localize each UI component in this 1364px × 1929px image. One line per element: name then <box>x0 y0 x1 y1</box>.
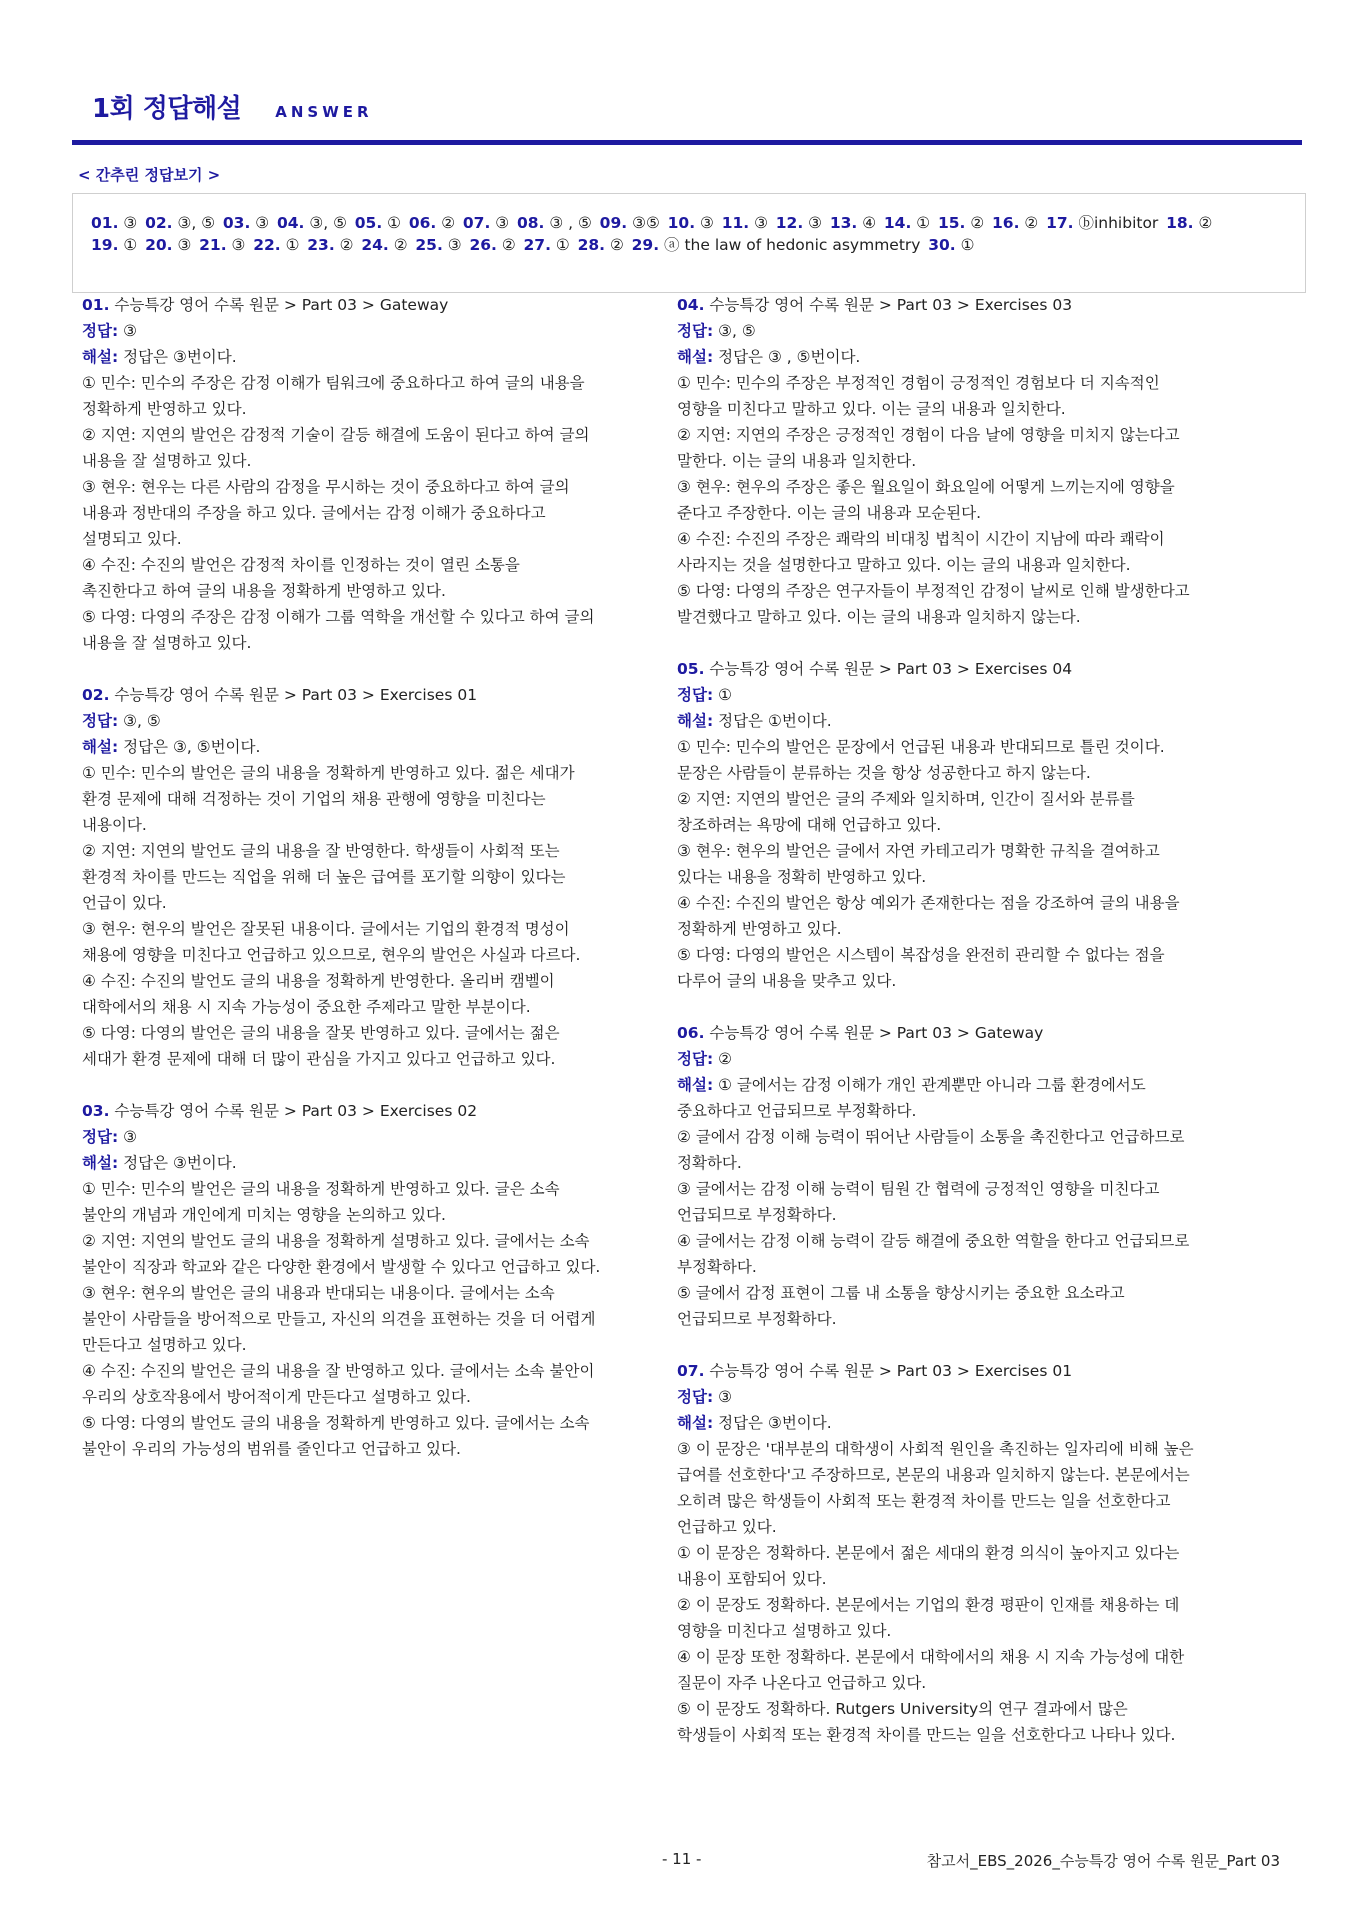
explanation-text: ④ 수진: 수진의 주장은 쾌락의 비대칭 법칙이 시간이 지남에 따라 쾌락이 <box>677 530 1165 548</box>
answer-label: 정답: <box>82 322 119 340</box>
quick-answer-value: ③ <box>231 236 246 254</box>
quick-answer-value: ③ <box>808 214 823 232</box>
explanation-text: 불안의 개념과 개인에게 미치는 영향을 논의하고 있다. <box>82 1206 446 1224</box>
answer-line <box>677 1384 1257 1410</box>
explanation-line <box>82 1202 662 1228</box>
answer-label: 정답: <box>677 1050 714 1068</box>
answer-label: 정답: <box>82 1128 119 1146</box>
explanation-line <box>677 370 1257 396</box>
header-rule <box>72 140 1302 145</box>
explanation-text: 정답은 ③, ⑤번이다. <box>123 738 261 756</box>
explanation-text: 영향을 미친다고 말하고 있다. 이는 글의 내용과 일치한다. <box>677 400 1066 418</box>
explanation-label: 해설: <box>677 348 714 366</box>
quick-answer-value: ② <box>609 236 624 254</box>
quick-answer-number: 10. <box>667 214 696 232</box>
quick-answer-value: ② <box>1024 214 1039 232</box>
explanation-text: ④ 수진: 수진의 발언도 글의 내용을 정확하게 반영한다. 올리버 캠벨이 <box>82 972 555 990</box>
explanation-line <box>677 500 1257 526</box>
answer-line <box>82 318 662 344</box>
explanation-text: ② 이 문장도 정확하다. 본문에서는 기업의 환경 평판이 인재를 채용하는 데 <box>677 1596 1180 1614</box>
explanation-line <box>82 1280 662 1306</box>
explanation-text: ⑤ 다영: 다영의 주장은 감정 이해가 그룹 역학을 개선할 수 있다고 하여 글의 <box>82 608 595 626</box>
explanation-line <box>82 942 662 968</box>
explanation-text: 언급하고 있다. <box>677 1518 777 1536</box>
answer-section <box>82 292 662 656</box>
explanation-label: 해설: <box>677 1414 714 1432</box>
explanation-text: 문장은 사람들이 분류하는 것을 항상 성공한다고 하지 않는다. <box>677 764 1091 782</box>
quick-answer-value: ② <box>339 236 354 254</box>
explanation-text: ⑤ 이 문장도 정확하다. Rutgers University의 연구 결과에서 많은 <box>677 1700 1128 1718</box>
explanation-line <box>82 578 662 604</box>
explanation-line <box>677 1306 1257 1332</box>
explanation-text: 급여를 선호한다'고 주장하므로, 본문의 내용과 일치하지 않는다. 본문에서는 <box>677 1466 1190 1484</box>
explanation-text: ④ 수진: 수진의 발언은 항상 예외가 존재한다는 점을 강조하여 글의 내용을 <box>677 894 1180 912</box>
explanation-line <box>677 1592 1257 1618</box>
answer-value: ③ <box>123 322 137 340</box>
explanation-line <box>677 1124 1257 1150</box>
explanation-line <box>82 838 662 864</box>
explanation-text: ② 지연: 지연의 주장은 긍정적인 경험이 다음 날에 영향을 미치지 않는다고 <box>677 426 1180 444</box>
explanation-text: 부정확하다. <box>677 1258 757 1276</box>
explanation-text: 내용을 잘 설명하고 있다. <box>82 452 252 470</box>
explanation-text: ④ 수진: 수진의 발언은 감정적 차이를 인정하는 것이 열린 소통을 <box>82 556 520 574</box>
quick-answer-number: 09. <box>599 214 628 232</box>
explanation-text: ② 지연: 지연의 발언도 글의 내용을 정확하게 설명하고 있다. 글에서는 소속 <box>82 1232 590 1250</box>
quick-answer-value: ⓑinhibitor <box>1078 214 1159 232</box>
quick-answer-number: 16. <box>992 214 1020 232</box>
answer-label: 정답: <box>677 322 714 340</box>
quick-answer-number: 18. <box>1166 214 1194 232</box>
explanation-line <box>677 604 1257 630</box>
explanation-line <box>82 916 662 942</box>
explanation-line <box>82 786 662 812</box>
quick-answer-box <box>72 193 1306 293</box>
quick-answer-value: ③ <box>255 214 270 232</box>
explanation-text: 있다는 내용을 정확히 반영하고 있다. <box>677 868 927 886</box>
explanation-line <box>677 1514 1257 1540</box>
quick-answer-value: ③ , ⑤ <box>549 214 592 232</box>
explanation-line <box>677 1722 1257 1748</box>
explanation-line <box>82 864 662 890</box>
explanation-line <box>677 1228 1257 1254</box>
explanation-label: 해설: <box>677 712 714 730</box>
explanation-line <box>677 942 1257 968</box>
explanation-text: 우리의 상호작용에서 방어적이게 만든다고 설명하고 있다. <box>82 1388 471 1406</box>
explanation-line <box>677 474 1257 500</box>
explanation-line <box>677 1670 1257 1696</box>
explanation-line <box>82 1176 662 1202</box>
explanation-text: ③ 현우: 현우의 주장은 좋은 월요일이 화요일에 어떻게 느끼는지에 영향을 <box>677 478 1175 496</box>
explanation-line <box>677 968 1257 994</box>
quick-answer-number: 23. <box>307 236 335 254</box>
explanation-text: 설명되고 있다. <box>82 530 182 548</box>
quick-answer-number: 12. <box>775 214 804 232</box>
explanation-text: 영향을 미친다고 설명하고 있다. <box>677 1622 892 1640</box>
page-subtitle: ANSWER <box>275 103 373 121</box>
section-source: 수능특강 영어 수록 원문 > Part 03 > Gateway <box>114 296 449 314</box>
section-source: 수능특강 영어 수록 원문 > Part 03 > Exercises 01 <box>709 1362 1073 1380</box>
explanation-text: 말한다. 이는 글의 내용과 일치한다. <box>677 452 917 470</box>
explanation-text: 불안이 사람들을 방어적으로 만들고, 자신의 의견을 표현하는 것을 더 어렵게 <box>82 1310 596 1328</box>
answer-value: ③ <box>123 1128 137 1146</box>
quick-answer-value: ② <box>1198 214 1213 232</box>
explanation-text: ① 글에서는 감정 이해가 개인 관계뿐만 아니라 그룹 환경에서도 <box>718 1076 1146 1094</box>
explanation-line <box>82 1306 662 1332</box>
answer-section <box>677 1020 1257 1332</box>
explanation-line <box>677 448 1257 474</box>
explanation-text: 학생들이 사회적 또는 환경적 차이를 만드는 일을 선호한다고 나타나 있다. <box>677 1726 1176 1744</box>
quick-answer-value: ③, ⑤ <box>177 214 216 232</box>
quick-answer-number: 08. <box>516 214 545 232</box>
quick-answer-number: 03. <box>222 214 251 232</box>
explanation-line <box>677 864 1257 890</box>
answer-value: ① <box>718 686 732 704</box>
section-number: 05. <box>677 660 705 678</box>
quick-answer-number: 17. <box>1046 214 1074 232</box>
explanation-line <box>677 1644 1257 1670</box>
explanation-text: ③ 현우: 현우의 발언은 잘못된 내용이다. 글에서는 기업의 환경적 명성이 <box>82 920 570 938</box>
answer-label: 정답: <box>677 686 714 704</box>
explanation-text: ④ 글에서는 감정 이해 능력이 갈등 해결에 중요한 역할을 한다고 언급되므로 <box>677 1232 1190 1250</box>
explanation-line <box>82 1436 662 1462</box>
explanation-text: ③ 현우: 현우의 발언은 글에서 자연 카테고리가 명확한 규칙을 결여하고 <box>677 842 1160 860</box>
answer-label: 정답: <box>82 712 119 730</box>
explanation-text: 내용이 포함되어 있다. <box>677 1570 827 1588</box>
quick-answer-number: 05. <box>354 214 383 232</box>
explanation-text: 언급되므로 부정확하다. <box>677 1206 837 1224</box>
explanation-text: ② 지연: 지연의 발언은 글의 주제와 일치하며, 인간이 질서와 분류를 <box>677 790 1135 808</box>
explanation-line <box>677 812 1257 838</box>
quick-answer-value: ③ <box>495 214 510 232</box>
explanation-line <box>677 552 1257 578</box>
explanation-text: ③ 글에서는 감정 이해 능력이 팀원 간 협력에 긍정적인 영향을 미친다고 <box>677 1180 1160 1198</box>
quick-answer-number: 26. <box>469 236 497 254</box>
section-heading <box>677 1358 1257 1384</box>
quick-answer-value: ① <box>960 236 975 254</box>
explanation-text: 대학에서의 채용 시 지속 가능성이 중요한 주제라고 말한 부분이다. <box>82 998 531 1016</box>
section-source: 수능특강 영어 수록 원문 > Part 03 > Exercises 04 <box>709 660 1073 678</box>
quick-answer-number: 21. <box>199 236 227 254</box>
explanation-line <box>82 344 662 370</box>
section-number: 03. <box>82 1102 110 1120</box>
explanation-text: ② 글에서 감정 이해 능력이 뛰어난 사람들이 소통을 촉진한다고 언급하므로 <box>677 1128 1185 1146</box>
quick-answer-value: ① <box>123 236 138 254</box>
explanation-text: 발견했다고 말하고 있다. 이는 글의 내용과 일치하지 않는다. <box>677 608 1081 626</box>
explanation-text: ② 지연: 지연의 발언은 감정적 기술이 갈등 해결에 도움이 된다고 하여 글의 <box>82 426 590 444</box>
explanation-line <box>82 604 662 630</box>
explanation-label: 해설: <box>677 1076 714 1094</box>
explanation-text: ③ 이 문장은 '대부분의 대학생이 사회적 원인을 촉진하는 일자리에 비해 높은 <box>677 1440 1194 1458</box>
quick-answer-value: ② <box>501 236 516 254</box>
quick-answer-value: ② <box>441 214 456 232</box>
explanation-text: 오히려 많은 학생들이 사회적 또는 환경적 차이를 만드는 일을 선호한다고 <box>677 1492 1171 1510</box>
explanation-line <box>82 1228 662 1254</box>
explanation-text: ① 이 문장은 정확하다. 본문에서 젊은 세대의 환경 의식이 높아지고 있다는 <box>677 1544 1180 1562</box>
explanation-line <box>677 1098 1257 1124</box>
explanation-text: ⑤ 글에서 감정 표현이 그룹 내 소통을 향상시키는 중요한 요소라고 <box>677 1284 1125 1302</box>
page-title: 1회 정답해설 <box>92 94 242 124</box>
explanation-line <box>677 396 1257 422</box>
explanation-text: 정답은 ①번이다. <box>718 712 832 730</box>
section-source: 수능특강 영어 수록 원문 > Part 03 > Exercises 01 <box>114 686 478 704</box>
quick-answer-value: ③ <box>447 236 462 254</box>
footer-reference: 참고서_EBS_2026_수능특강 영어 수록 원문_Part 03 <box>926 1852 1280 1870</box>
quick-answer-value: ③ <box>754 214 768 232</box>
explanation-text: ⑤ 다영: 다영의 발언은 시스템이 복잡성을 완전히 관리할 수 없다는 점을 <box>677 946 1165 964</box>
quick-answer-number: 01. <box>91 214 119 232</box>
explanation-text: 정확하게 반영하고 있다. <box>82 400 247 418</box>
explanation-text: 세대가 환경 문제에 대해 더 많이 관심을 가지고 있다고 언급하고 있다. <box>82 1050 556 1068</box>
section-heading <box>82 292 662 318</box>
answer-section <box>677 1358 1257 1748</box>
quick-answer-number: 07. <box>462 214 491 232</box>
explanation-line <box>677 1254 1257 1280</box>
explanation-line <box>677 1202 1257 1228</box>
left-column <box>82 292 662 1488</box>
answer-section <box>677 292 1257 630</box>
answer-value: ③ <box>718 1388 732 1406</box>
quick-answer-value: ③⑤ <box>632 214 660 232</box>
explanation-text: ⑤ 다영: 다영의 주장은 연구자들이 부정적인 감정이 날씨로 인해 발생한다고 <box>677 582 1190 600</box>
explanation-line <box>82 1384 662 1410</box>
explanation-text: ① 민수: 민수의 주장은 감정 이해가 팀워크에 중요하다고 하여 글의 내용을 <box>82 374 585 392</box>
quick-answer-value: ③ <box>177 236 192 254</box>
explanation-line <box>677 578 1257 604</box>
quick-answer-number: 29. <box>631 236 660 254</box>
explanation-text: 불안이 우리의 가능성의 범위를 줄인다고 언급하고 있다. <box>82 1440 461 1458</box>
section-number: 06. <box>677 1024 705 1042</box>
quick-answer-number: 20. <box>145 236 173 254</box>
quick-answer-number: 06. <box>408 214 437 232</box>
explanation-line <box>677 1410 1257 1436</box>
explanation-line <box>677 1072 1257 1098</box>
explanation-text: 촉진한다고 하여 글의 내용을 정확하게 반영하고 있다. <box>82 582 446 600</box>
answer-section <box>82 682 662 1072</box>
section-source: 수능특강 영어 수록 원문 > Part 03 > Exercises 03 <box>709 296 1073 314</box>
explanation-text: 불안이 직장과 학교와 같은 다양한 환경에서 발생할 수 있다고 언급하고 있다. <box>82 1258 601 1276</box>
section-number: 07. <box>677 1362 705 1380</box>
explanation-line <box>82 630 662 656</box>
explanation-line <box>677 916 1257 942</box>
quick-answer-number: 27. <box>523 236 551 254</box>
explanation-line <box>82 1046 662 1072</box>
page-number: - 11 - <box>662 1850 702 1868</box>
quick-answer-value: ① <box>285 236 300 254</box>
explanation-text: 정확하다. <box>677 1154 742 1172</box>
quick-answer-number: 02. <box>145 214 173 232</box>
explanation-line <box>677 786 1257 812</box>
explanation-text: 정답은 ③ , ⑤번이다. <box>718 348 861 366</box>
explanation-label: 해설: <box>82 348 119 366</box>
explanation-line <box>677 1488 1257 1514</box>
section-heading <box>677 1020 1257 1046</box>
explanation-line <box>82 812 662 838</box>
quick-answer-value: ③, ⑤ <box>309 214 347 232</box>
explanation-text: ④ 이 문장 또한 정확하다. 본문에서 대학에서의 채용 시 지속 가능성에 대한 <box>677 1648 1185 1666</box>
explanation-text: 정답은 ③번이다. <box>123 348 237 366</box>
quick-answer-number: 30. <box>928 236 956 254</box>
section-source: 수능특강 영어 수록 원문 > Part 03 > Exercises 02 <box>114 1102 478 1120</box>
explanation-line <box>677 344 1257 370</box>
section-heading <box>677 656 1257 682</box>
answer-value: ② <box>718 1050 732 1068</box>
explanation-line <box>82 526 662 552</box>
quick-answer-number: 22. <box>253 236 281 254</box>
explanation-line <box>677 760 1257 786</box>
explanation-line <box>82 734 662 760</box>
quick-answer-number: 13. <box>829 214 858 232</box>
explanation-line <box>82 1410 662 1436</box>
explanation-line <box>677 1566 1257 1592</box>
explanation-line <box>677 734 1257 760</box>
explanation-line <box>677 1696 1257 1722</box>
quick-answer-number: 25. <box>415 236 443 254</box>
answer-value: ③, ⑤ <box>123 712 161 730</box>
quick-answer-number: 19. <box>91 236 119 254</box>
explanation-text: ② 지연: 지연의 발언도 글의 내용을 잘 반영한다. 학생들이 사회적 또는 <box>82 842 560 860</box>
explanation-line <box>677 1436 1257 1462</box>
explanation-line <box>82 994 662 1020</box>
quick-answer-number: 28. <box>577 236 606 254</box>
explanation-line <box>677 838 1257 864</box>
quick-answer-number: 14. <box>883 214 912 232</box>
explanation-line <box>677 1280 1257 1306</box>
explanation-text: ① 민수: 민수의 주장은 부정적인 경험이 긍정적인 경험보다 더 지속적인 <box>677 374 1160 392</box>
quick-answer-number: 11. <box>721 214 750 232</box>
quick-answer-value: ① <box>555 236 570 254</box>
answer-line <box>82 708 662 734</box>
explanation-text: 환경 문제에 대해 걱정하는 것이 기업의 채용 관행에 영향을 미친다는 <box>82 790 546 808</box>
explanation-text: 다루어 글의 내용을 맞추고 있다. <box>677 972 897 990</box>
explanation-line <box>82 760 662 786</box>
explanation-text: 중요하다고 언급되므로 부정확하다. <box>677 1102 917 1120</box>
quick-answer-value: ② <box>393 236 408 254</box>
explanation-line <box>677 422 1257 448</box>
explanation-line <box>82 448 662 474</box>
explanation-text: ⑤ 다영: 다영의 발언은 글의 내용을 잘못 반영하고 있다. 글에서는 젊은 <box>82 1024 560 1042</box>
quick-answer-value: ④ <box>862 214 877 232</box>
explanation-line <box>82 1332 662 1358</box>
answer-label: 정답: <box>677 1388 714 1406</box>
explanation-line <box>677 1150 1257 1176</box>
explanation-text: 언급이 있다. <box>82 894 167 912</box>
explanation-line <box>677 708 1257 734</box>
answer-line <box>677 318 1257 344</box>
explanation-line <box>677 1176 1257 1202</box>
explanation-text: ⑤ 다영: 다영의 발언도 글의 내용을 정확하게 반영하고 있다. 글에서는 소속 <box>82 1414 590 1432</box>
section-number: 02. <box>82 686 110 704</box>
explanation-line <box>82 422 662 448</box>
section-source: 수능특강 영어 수록 원문 > Part 03 > Gateway <box>709 1024 1044 1042</box>
explanation-line <box>82 370 662 396</box>
explanation-text: ① 민수: 민수의 발언은 글의 내용을 정확하게 반영하고 있다. 젊은 세대가 <box>82 764 575 782</box>
explanation-text: 정답은 ③번이다. <box>718 1414 832 1432</box>
quick-answer-number: 15. <box>937 214 966 232</box>
explanation-line <box>677 1540 1257 1566</box>
explanation-line <box>82 968 662 994</box>
explanation-text: 준다고 주장한다. 이는 글의 내용과 모순된다. <box>677 504 982 522</box>
section-heading <box>82 682 662 708</box>
explanation-text: 언급되므로 부정확하다. <box>677 1310 837 1328</box>
explanation-text: ① 민수: 민수의 발언은 글의 내용을 정확하게 반영하고 있다. 글은 소속 <box>82 1180 560 1198</box>
explanation-line <box>82 1020 662 1046</box>
answer-section <box>82 1098 662 1462</box>
section-number: 04. <box>677 296 705 314</box>
answer-line <box>82 1124 662 1150</box>
quick-answer-row-2 <box>91 234 1289 256</box>
explanation-text: 내용을 잘 설명하고 있다. <box>82 634 252 652</box>
quick-answer-value: ② <box>970 214 985 232</box>
quick-answer-row-1 <box>91 212 1289 234</box>
explanation-line <box>677 1462 1257 1488</box>
section-heading <box>677 292 1257 318</box>
explanation-text: ① 민수: 민수의 발언은 문장에서 언급된 내용과 반대되므로 틀린 것이다. <box>677 738 1165 756</box>
quick-answer-value: ③ <box>700 214 714 232</box>
quick-answer-number: 24. <box>361 236 389 254</box>
quick-answer-value: ① <box>387 214 402 232</box>
explanation-line <box>677 890 1257 916</box>
explanation-text: 만든다고 설명하고 있다. <box>82 1336 247 1354</box>
explanation-text: 정답은 ③번이다. <box>123 1154 237 1172</box>
explanation-line <box>82 474 662 500</box>
quick-answer-value: ⓐ the law of hedonic asymmetry <box>664 236 921 254</box>
section-number: 01. <box>82 296 110 314</box>
explanation-text: 채용에 영향을 미친다고 언급하고 있으므로, 현우의 발언은 사실과 다르다. <box>82 946 581 964</box>
explanation-line <box>82 552 662 578</box>
explanation-line <box>82 1254 662 1280</box>
explanation-text: 질문이 자주 나온다고 언급하고 있다. <box>677 1674 927 1692</box>
answer-line <box>677 1046 1257 1072</box>
explanation-line <box>82 1150 662 1176</box>
explanation-text: 정확하게 반영하고 있다. <box>677 920 842 938</box>
explanation-label: 해설: <box>82 738 119 756</box>
explanation-label: 해설: <box>82 1154 119 1172</box>
explanation-line <box>82 500 662 526</box>
answer-line <box>677 682 1257 708</box>
explanation-line <box>82 396 662 422</box>
right-column <box>677 292 1257 1774</box>
explanation-text: 창조하려는 욕망에 대해 언급하고 있다. <box>677 816 942 834</box>
answer-value: ③, ⑤ <box>718 322 756 340</box>
quick-answer-value: ① <box>916 214 931 232</box>
explanation-text: ④ 수진: 수진의 발언은 글의 내용을 잘 반영하고 있다. 글에서는 소속 불안이 <box>82 1362 595 1380</box>
explanation-text: 환경적 차이를 만드는 직업을 위해 더 높은 급여를 포기할 의향이 있다는 <box>82 868 566 886</box>
quick-answer-value: ③ <box>123 214 138 232</box>
explanation-text: 내용과 정반대의 주장을 하고 있다. 글에서는 감정 이해가 중요하다고 <box>82 504 546 522</box>
page-header <box>92 88 373 125</box>
explanation-line <box>82 1358 662 1384</box>
explanation-text: ③ 현우: 현우의 발언은 글의 내용과 반대되는 내용이다. 글에서는 소속 <box>82 1284 555 1302</box>
explanation-text: ③ 현우: 현우는 다른 사람의 감정을 무시하는 것이 중요하다고 하여 글의 <box>82 478 570 496</box>
explanation-line <box>677 1618 1257 1644</box>
explanation-line <box>82 890 662 916</box>
answer-section <box>677 656 1257 994</box>
explanation-text: 내용이다. <box>82 816 147 834</box>
section-heading <box>82 1098 662 1124</box>
quick-answer-number: 04. <box>276 214 305 232</box>
explanation-text: 사라지는 것을 설명한다고 말하고 있다. 이는 글의 내용과 일치한다. <box>677 556 1131 574</box>
explanation-line <box>677 526 1257 552</box>
quick-answer-title: < 간추린 정답보기 > <box>78 166 221 184</box>
